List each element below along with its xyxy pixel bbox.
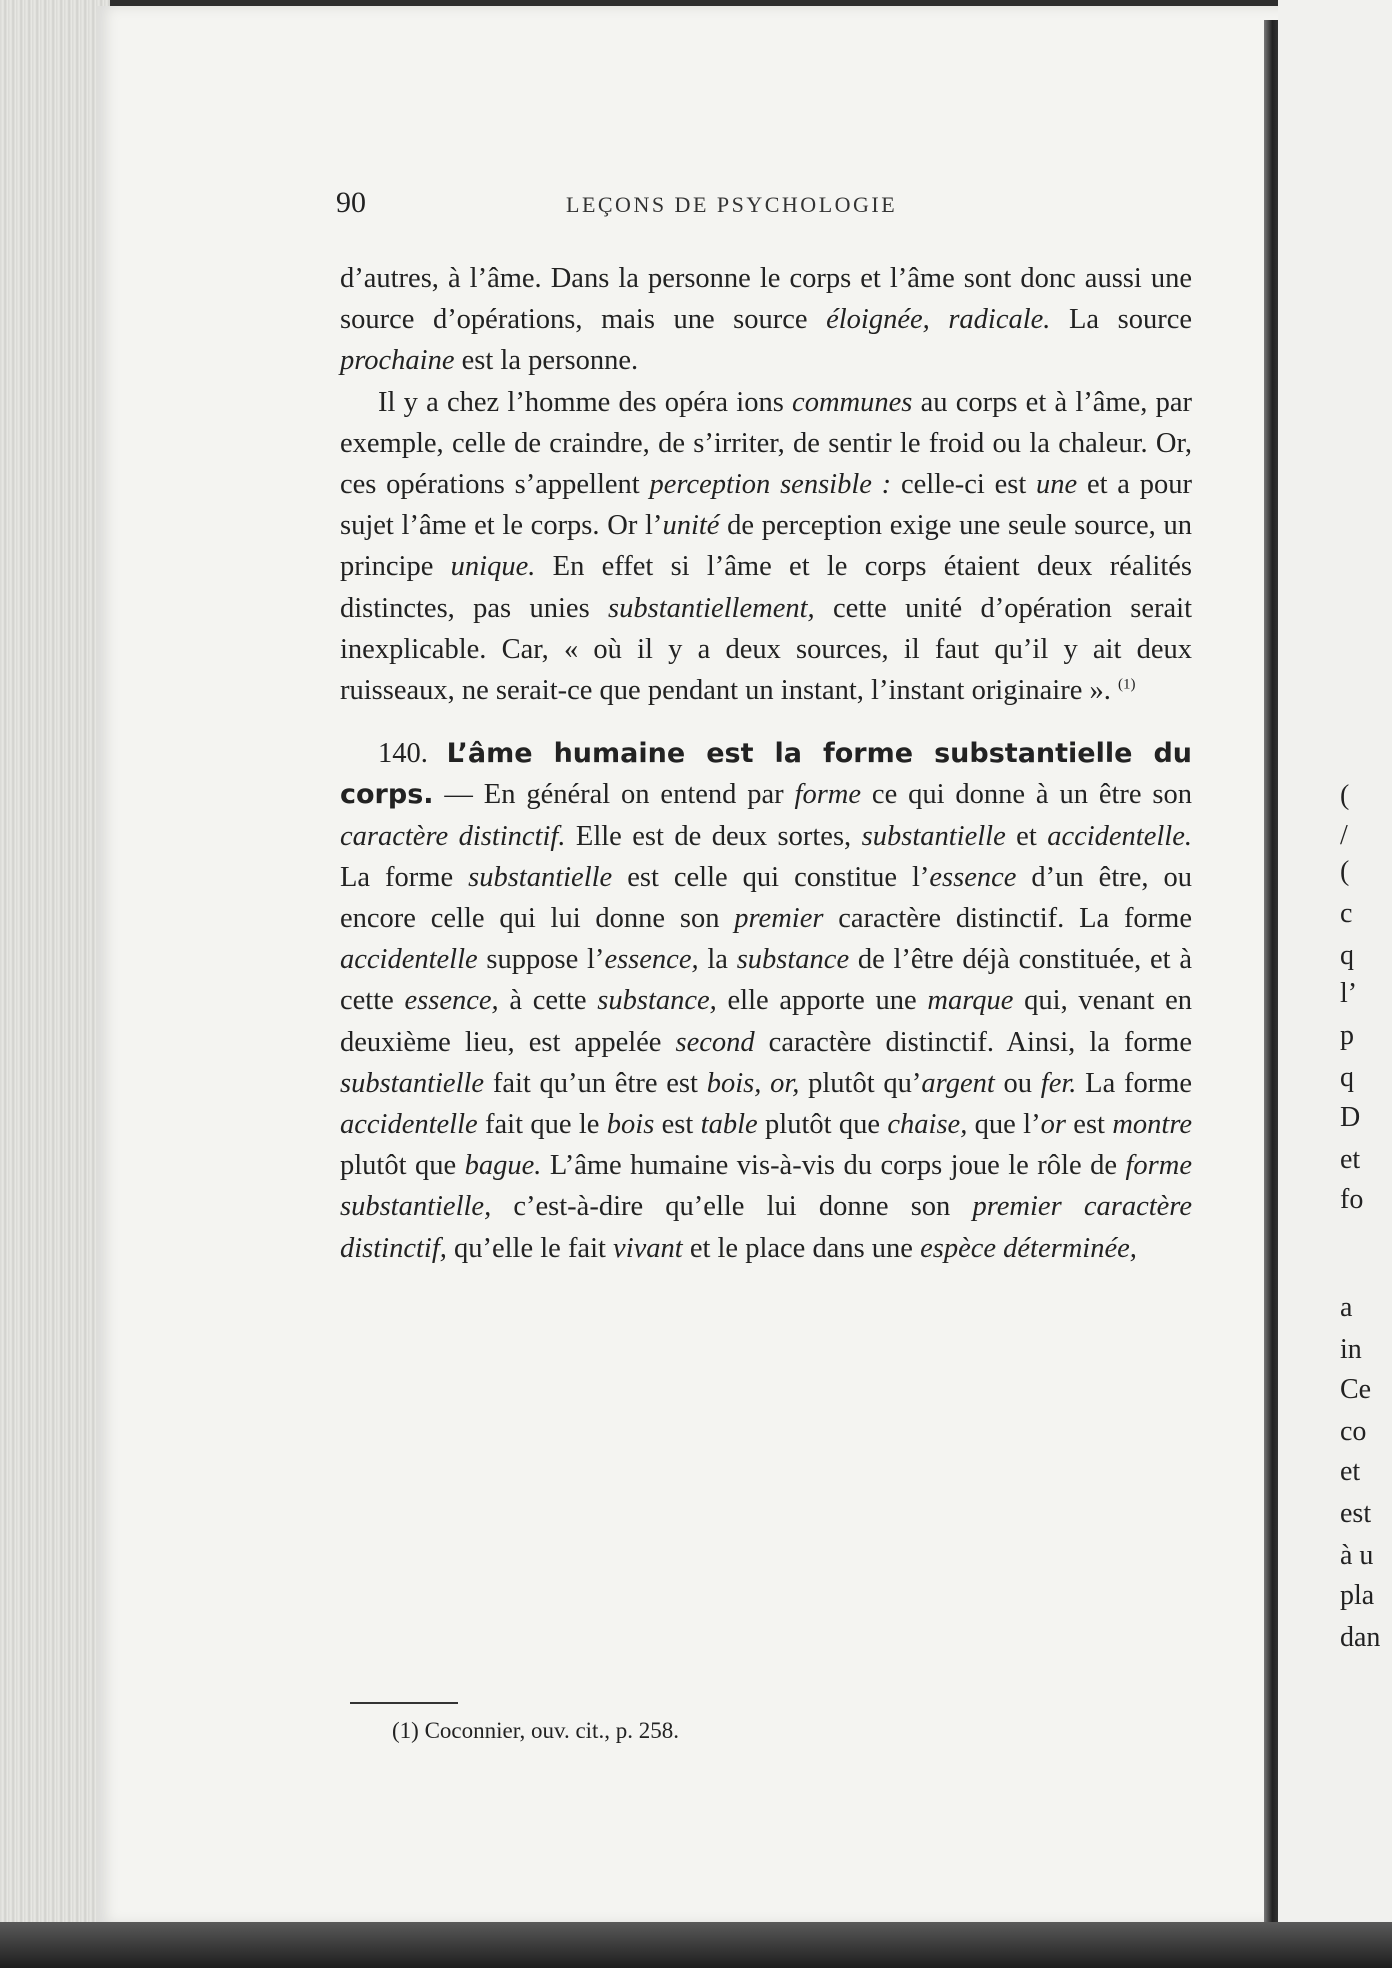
- facing-page-fragment: co: [1340, 1416, 1367, 1447]
- facing-page-fragment: (: [1340, 780, 1350, 811]
- book-gutter: [1264, 20, 1278, 1924]
- facing-page-fragment: q: [1340, 1062, 1354, 1093]
- scanner-bed: [0, 1922, 1392, 1968]
- facing-page-fragment: l’: [1340, 978, 1358, 1009]
- page-edge-stack: [0, 0, 110, 1930]
- running-head: LEÇONS DE PSYCHOLOGIE: [566, 192, 898, 217]
- facing-page-fragment: dan: [1340, 1622, 1381, 1653]
- facing-page-fragment: et: [1340, 1144, 1361, 1175]
- facing-page-fragment: p: [1340, 1020, 1354, 1051]
- facing-page-fragment: Ce: [1340, 1374, 1372, 1405]
- facing-page-fragment: /: [1340, 820, 1348, 851]
- section-heading: L’âme humaine est la forme substantielle du corps.: [340, 738, 1193, 811]
- facing-page-fragment: D: [1340, 1102, 1361, 1133]
- facing-page-fragment: q: [1340, 940, 1354, 971]
- facing-page-fragment: pla: [1340, 1580, 1375, 1611]
- section-number: 140.: [378, 738, 447, 770]
- facing-page: [1278, 0, 1392, 1968]
- facing-page-fragment: in: [1340, 1334, 1362, 1365]
- footnote: (1) Coconnier, ouv. cit., p. 258.: [392, 1718, 679, 1743]
- paragraph-2: Il y a chez l’homme des opéra ions communes au corps et à l’âme, par exemple, celle de craindre, de s’irriter, de sentir le froid ou la chaleur. Or, ces opérations s’appellent perception sensible : celle-ci est une et a pour sujet l’âme et le corps. Or l’unité de perception exige une seule source, un principe unique. En effet si l’âme et le corps étaient deux réalités distinctes, pas unies substantiellement, cette unité d’opération serait inexplicable. Car, « où il y a deux sources, il faut qu’il y ait deux ruisseaux, ne serait-ce que pendant un instant, l’instant originaire ». $^{(1)}$: [340, 386, 1193, 707]
- facing-page-fragment: fo: [1340, 1184, 1364, 1215]
- paragraph-1: d’autres, à l’âme. Dans la personne le corps et l’âme sont donc aussi une source d’opérations, mais une source éloignée, radicale. La source prochaine est la personne.: [340, 263, 1192, 377]
- facing-page-fragment: et: [1340, 1456, 1361, 1487]
- facing-page-fragment: c: [1340, 898, 1353, 929]
- page-number: 90: [336, 186, 366, 219]
- body-text: [340, 258, 1192, 1269]
- footnote-reference: (1): [1117, 676, 1136, 693]
- paragraph-140: 140. L’âme humaine est la forme substantielle du corps. — En général on entend par forme ce qui donne à un être son caractère distinctif. Elle est de deux sortes, substantielle et accidentelle. La forme substantielle est celle qui constitue l’essence d’un être, ou encore celle qui lui donne son premier caractère distinctif. La forme accidentelle suppose l’essence, la substance de l’être déjà constituée, et à cette essence, à cette substance, elle apporte une marque qui, venant en deuxième lieu, est appelée second caractère distinctif. Ainsi, la forme substantielle fait qu’un être est bois, or, plutôt qu’argent ou fer. La forme accidentelle fait que le bois est table plutôt que chaise, que l’or est montre plutôt que bague. L’âme humaine vis-à-vis du corps joue le rôle de forme substantielle, c’est-à-dire qu’elle lui donne son premier caractère distinctif, qu’elle le fait vivant et le place dans une espèce déterminée,: [340, 738, 1193, 1264]
- page-header: [336, 186, 1206, 230]
- facing-page-fragment: à u: [1340, 1540, 1374, 1571]
- footnote-rule: [350, 1702, 458, 1704]
- facing-page-fragment: est: [1340, 1498, 1372, 1529]
- facing-page-fragment: (: [1340, 856, 1350, 887]
- facing-page-fragment: a: [1340, 1292, 1353, 1323]
